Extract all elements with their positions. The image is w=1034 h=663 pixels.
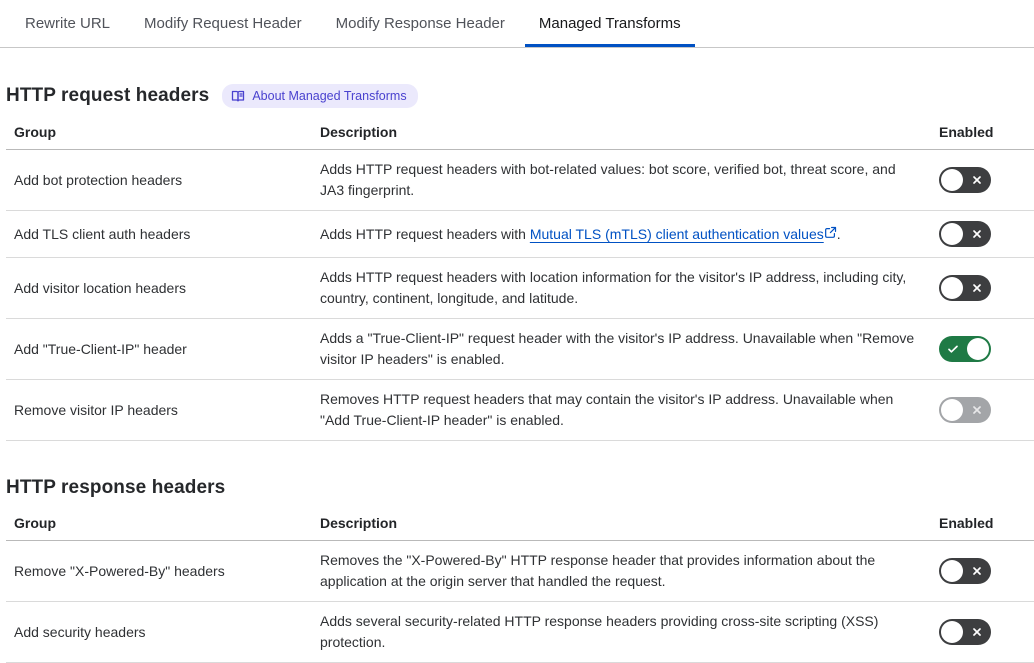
toggle-state-glyph [971, 174, 983, 186]
toggle-knob [941, 621, 963, 643]
toggle-state-glyph [971, 228, 983, 240]
table-row [6, 258, 1034, 319]
http-request-headers-table [6, 116, 1034, 441]
table-row [6, 211, 1034, 258]
table-row [6, 541, 1034, 602]
x-icon [971, 565, 983, 577]
toggle-add-true-client-ip-header[interactable] [939, 336, 991, 362]
group-label: Add bot protection headers [14, 171, 183, 188]
table-row [6, 602, 1034, 663]
table-row [6, 380, 1034, 441]
check-icon [947, 343, 959, 355]
row-description: Adds HTTP request headers with Mutual TLS (mTLS) client authentication values . [320, 225, 841, 242]
column-header-enabled: Enabled [939, 124, 994, 140]
enabled-cell [939, 167, 1034, 193]
table-header-row [6, 507, 1034, 541]
x-icon [971, 404, 983, 416]
x-icon [971, 282, 983, 294]
about-managed-transforms-badge[interactable] [222, 84, 417, 108]
enabled-cell [939, 619, 1034, 645]
toggle-state-glyph [971, 282, 983, 294]
toggle-add-visitor-location-headers[interactable] [939, 275, 991, 301]
toggle-knob [941, 560, 963, 582]
http-response-headers-table [6, 507, 1034, 663]
toggle-state-glyph [971, 565, 983, 577]
external-link-icon [824, 226, 837, 239]
toggle-knob [967, 338, 989, 360]
tab-modify-request-header[interactable]: Modify Request Header [144, 15, 302, 32]
enabled-cell [939, 397, 1034, 423]
tab-managed-transforms[interactable]: Managed Transforms [525, 0, 695, 47]
section-title: HTTP request headers [6, 85, 210, 106]
row-description: Removes the "X-Powered-By" HTTP response header that provides information about the application at the origin server that handled the request. [320, 552, 876, 589]
toggle-knob [941, 169, 963, 191]
x-icon [971, 626, 983, 638]
toggle-remove-x-powered-by-headers[interactable] [939, 558, 991, 584]
x-icon [971, 228, 983, 240]
table-row [6, 319, 1034, 380]
table-row [6, 150, 1034, 211]
enabled-cell [939, 221, 1034, 247]
column-header-group: Group [14, 124, 56, 140]
book-icon [231, 89, 245, 103]
toggle-add-tls-client-auth-headers[interactable] [939, 221, 991, 247]
group-label: Add "True-Client-IP" header [14, 340, 187, 357]
column-header-description: Description [320, 515, 398, 531]
column-header-enabled: Enabled [939, 515, 994, 531]
toggle-knob [941, 399, 963, 421]
toggle-remove-visitor-ip-headers [939, 397, 991, 423]
toggle-knob [941, 277, 963, 299]
column-header-group: Group [14, 515, 56, 531]
group-label: Remove "X-Powered-By" headers [14, 562, 225, 579]
main-content [0, 84, 1034, 663]
section-head-http-response-headers [6, 477, 1034, 499]
tab-modify-response-header[interactable]: Modify Response Header [335, 15, 505, 32]
toggle-state-glyph [971, 626, 983, 638]
group-label: Remove visitor IP headers [14, 401, 178, 418]
section-head-http-request-headers [6, 84, 1034, 108]
x-icon [971, 174, 983, 186]
toggle-add-security-headers[interactable] [939, 619, 991, 645]
row-description: Adds a "True-Client-IP" request header with the visitor's IP address. Unavailable when "Remove visitor IP headers" is enabled. [320, 330, 915, 367]
column-header-description: Description [320, 124, 398, 140]
toggle-state-glyph [971, 404, 983, 416]
toggle-knob [941, 223, 963, 245]
enabled-cell [939, 275, 1034, 301]
tab-bar [0, 0, 1034, 48]
row-description: Adds several security-related HTTP response headers providing cross-site scripting (XSS) protection. [320, 613, 879, 650]
enabled-cell [939, 558, 1034, 584]
mutual-tls-mtls-client-authentication-va-link[interactable]: Mutual TLS (mTLS) client authentication values [529, 225, 824, 242]
row-description: Adds HTTP request headers with location information for the visitor's IP address, including city, country, continent, longitude, and latitude. [320, 269, 907, 306]
table-header-row [6, 116, 1034, 150]
group-label: Add security headers [14, 623, 146, 640]
enabled-cell [939, 336, 1034, 362]
badge-label: About Managed Transforms [252, 88, 407, 103]
group-label: Add TLS client auth headers [14, 225, 191, 242]
toggle-state-glyph [947, 343, 959, 355]
row-description: Removes HTTP request headers that may contain the visitor's IP address. Unavailable when "Add True-Client-IP header" is enabled. [320, 391, 894, 428]
row-description: Adds HTTP request headers with bot-related values: bot score, verified bot, threat score, and JA3 fingerprint. [320, 161, 896, 198]
tab-rewrite-url[interactable]: Rewrite URL [25, 15, 111, 32]
group-label: Add visitor location headers [14, 279, 186, 296]
toggle-add-bot-protection-headers[interactable] [939, 167, 991, 193]
section-title: HTTP response headers [6, 477, 226, 498]
